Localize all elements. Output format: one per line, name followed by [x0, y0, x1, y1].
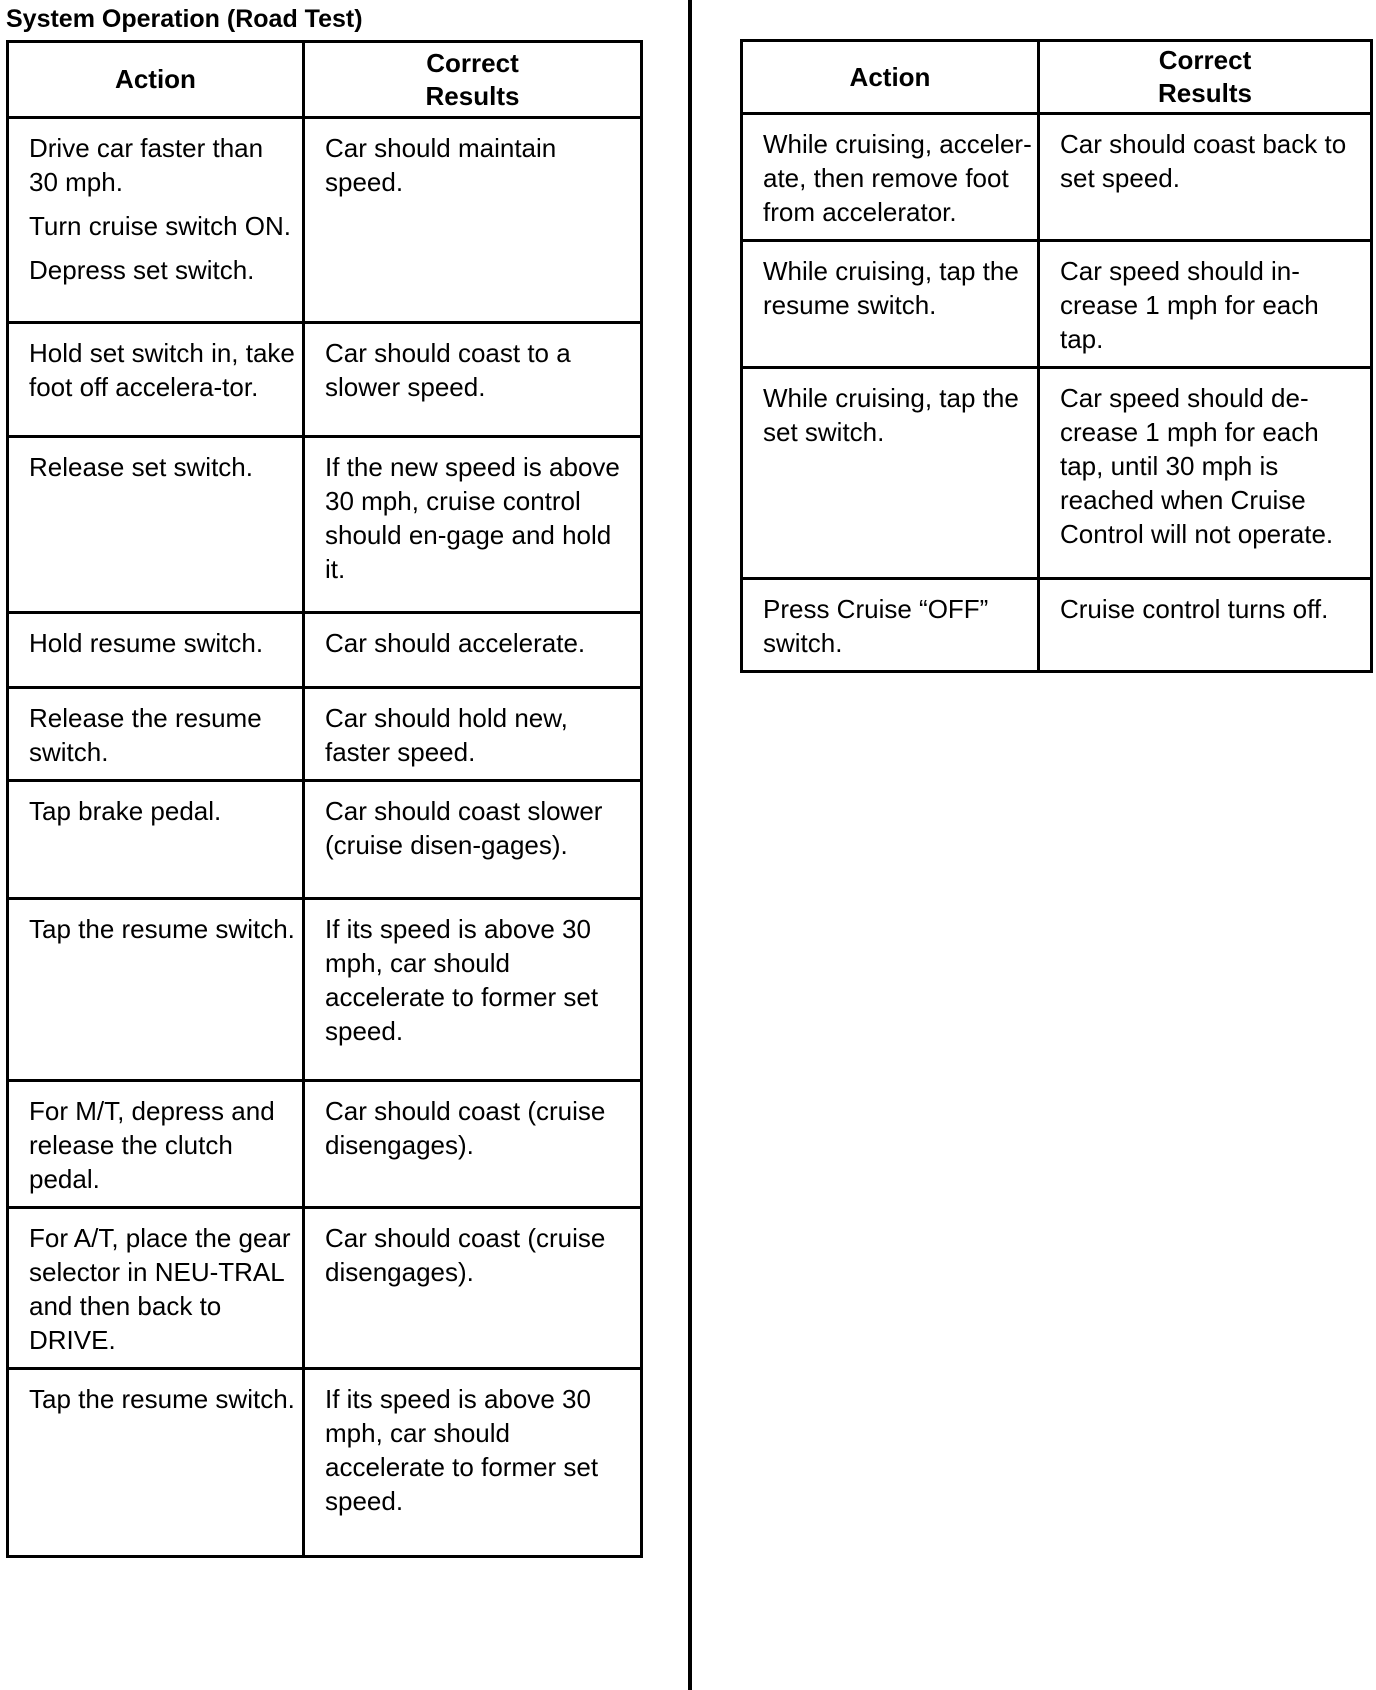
action-cell [8, 1081, 304, 1208]
table-row [8, 1208, 642, 1369]
table-row [8, 781, 642, 899]
action-text: Depress set switch. [29, 255, 255, 285]
action-text: Drive car faster than 30 mph. [29, 133, 264, 197]
action-cell [742, 114, 1039, 241]
result-cell [304, 118, 642, 323]
action-cell [8, 118, 304, 323]
table-row [742, 579, 1372, 672]
result-cell [304, 899, 642, 1081]
result-cell [1039, 114, 1372, 241]
result-cell [304, 1369, 642, 1557]
action-cell [8, 1208, 304, 1369]
result-text: Car should coast (cruise disengages). [325, 1096, 606, 1160]
header-action: Action [8, 42, 304, 118]
table-row [742, 368, 1372, 579]
table-row [8, 1081, 642, 1208]
result-cell [304, 613, 642, 688]
action-cell [8, 899, 304, 1081]
road-test-table-right [740, 39, 1373, 673]
result-cell [304, 437, 642, 613]
result-text: Car speed should in-crease 1 mph for each tap. [1060, 256, 1319, 354]
result-cell [304, 1081, 642, 1208]
action-text: Hold set switch in, take foot off accelera-tor. [29, 338, 295, 402]
table-row [8, 613, 642, 688]
table-row [8, 688, 642, 781]
header-results-line2: Results [1158, 78, 1252, 108]
action-cell [8, 1369, 304, 1557]
road-test-table-left [6, 40, 643, 1558]
action-text: Release set switch. [29, 452, 253, 482]
action-cell [8, 323, 304, 437]
header-results-line1: Correct [426, 47, 519, 78]
result-cell [304, 688, 642, 781]
table-row [8, 1369, 642, 1557]
result-text: Car should maintain speed. [325, 133, 557, 197]
action-text: Turn cruise switch ON. [29, 211, 291, 241]
action-text: For A/T, place the gear selector in NEU-TRAL and then back to DRIVE. [29, 1223, 291, 1355]
table-row [8, 118, 642, 323]
action-cell [8, 613, 304, 688]
result-text: Car should accelerate. [325, 628, 586, 658]
table-row [8, 323, 642, 437]
action-text: Tap brake pedal. [29, 796, 222, 826]
result-text: Car should hold new, faster speed. [325, 703, 568, 767]
action-cell [8, 688, 304, 781]
result-text: Car should coast to a slower speed. [325, 338, 571, 402]
result-text: Car should coast back to set speed. [1060, 129, 1347, 193]
result-text: If the new speed is above 30 mph, cruise control should en-gage and hold it. [325, 452, 620, 584]
action-text: Press Cruise “OFF” switch. [763, 594, 989, 658]
header-results-line1: Correct [1158, 45, 1252, 75]
header-results-line2: Results [425, 80, 520, 111]
action-cell [742, 579, 1039, 672]
result-text: If its speed is above 30 mph, car should accelerate to former set speed. [325, 914, 599, 1046]
table-row [8, 899, 642, 1081]
action-text: While cruising, acceler-ate, then remove foot from accelerator. [763, 129, 1032, 227]
action-text: Tap the resume switch. [29, 1384, 295, 1414]
result-text: If its speed is above 30 mph, car should accelerate to former set speed. [325, 1384, 599, 1516]
result-cell [1039, 241, 1372, 368]
result-cell [304, 1208, 642, 1369]
result-text: Car speed should de-crease 1 mph for each tap, until 30 mph is reached when Cruise Control will not operate. [1060, 383, 1334, 549]
result-cell [304, 323, 642, 437]
header-correct-results [304, 42, 642, 118]
column-divider [688, 0, 692, 1690]
action-text: Release the resume switch. [29, 703, 262, 767]
action-cell [8, 781, 304, 899]
header-correct-results [1039, 41, 1372, 114]
section-title: System Operation (Road Test) [6, 5, 363, 33]
result-text: Car should coast (cruise disengages). [325, 1223, 606, 1287]
result-cell [1039, 368, 1372, 579]
header-row [8, 42, 642, 118]
action-text: Tap the resume switch. [29, 914, 295, 944]
result-text: Car should coast slower (cruise disen-gages). [325, 796, 603, 860]
action-text: While cruising, tap the resume switch. [763, 256, 1019, 320]
table-row [742, 241, 1372, 368]
result-cell [1039, 579, 1372, 672]
table-row [742, 114, 1372, 241]
header-action: Action [742, 41, 1039, 114]
action-text: While cruising, tap the set switch. [763, 383, 1019, 447]
result-cell [304, 781, 642, 899]
table-row [8, 437, 642, 613]
action-cell [742, 368, 1039, 579]
action-text: For M/T, depress and release the clutch pedal. [29, 1096, 275, 1194]
action-cell [742, 241, 1039, 368]
action-cell [8, 437, 304, 613]
result-text: Cruise control turns off. [1060, 594, 1329, 624]
header-row [742, 41, 1372, 114]
action-text: Hold resume switch. [29, 628, 264, 658]
